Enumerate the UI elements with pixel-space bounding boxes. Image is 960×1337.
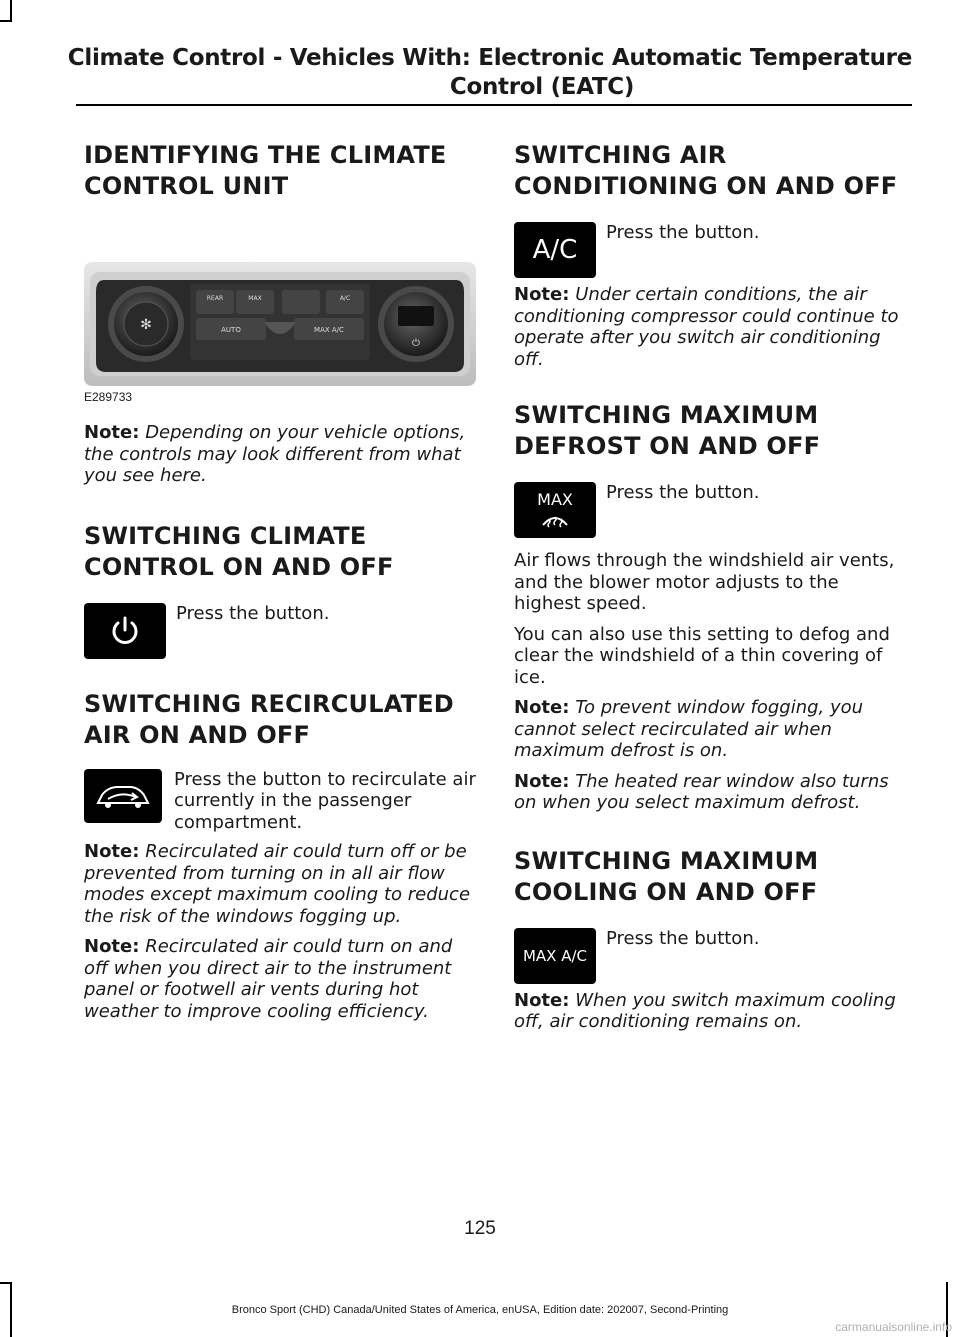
- figure-label-max: MAX: [248, 295, 262, 302]
- note-label: Note:: [514, 697, 570, 718]
- defrost-heading-line2: DEFROST ON AND OFF: [514, 432, 821, 460]
- power-row: [84, 603, 476, 659]
- edition-footer: Bronco Sport (CHD) Canada/United States of America, enUSA, Edition date: 202007, Second-Printing: [231, 1304, 729, 1316]
- figure-id: E289733: [84, 390, 133, 404]
- figure-label-ac: A/C: [339, 295, 351, 302]
- note-recirc-off: [84, 841, 476, 927]
- note-controls: [84, 422, 476, 487]
- ac-heading-line1: SWITCHING AIR: [514, 141, 727, 169]
- climate-heading-line1: SWITCHING CLIMATE: [84, 521, 367, 550]
- identify-heading-line2: CONTROL UNIT: [84, 172, 289, 200]
- ac-heading: [514, 140, 906, 202]
- defrost-heading: [514, 400, 906, 462]
- note-recirc-on: [84, 936, 476, 1022]
- crop-mark-top-left: [10, 0, 12, 22]
- figure-label-max-ac: MAX A/C: [314, 326, 344, 334]
- header-rule: [76, 104, 912, 106]
- cooling-heading-line1: SWITCHING MAXIMUM: [514, 846, 819, 875]
- note-text: To prevent window fogging, you cannot select recirculated air when maximum defrost is on.: [514, 697, 864, 761]
- ac-heading-line2: CONDITIONING ON AND OFF: [514, 172, 898, 200]
- note-label: Note:: [514, 989, 570, 1011]
- climate-control-figure: [84, 262, 476, 412]
- defrost-row: [514, 482, 906, 538]
- recirc-heading: [84, 689, 476, 751]
- note-ac: [514, 284, 906, 370]
- climate-heading: [84, 521, 476, 583]
- note-text: The heated rear window also turns on when you select maximum defrost.: [514, 770, 889, 813]
- note-text: Recirculated air could turn on and off when you direct air to the instrument panel or footwell air vents during hot weather to improve cooling efficiency.: [84, 936, 453, 1022]
- climate-control-panel-image: [84, 262, 476, 386]
- recirc-row: [84, 769, 476, 834]
- note-label: Note:: [84, 841, 140, 862]
- max-defrost-icon: [514, 482, 596, 538]
- note-text: Depending on your vehicle options, the controls may look different from what you see here.: [84, 422, 466, 486]
- crop-mark-bottom-left-h: [0, 1282, 12, 1284]
- note-label: Note:: [514, 770, 570, 792]
- defrost-instruction: Press the button.: [606, 482, 760, 503]
- note-label: Note:: [84, 422, 140, 443]
- note-text: Under certain conditions, the air conditioning compressor could continue to operate after you switch air conditioning off.: [514, 284, 899, 370]
- left-column: [84, 140, 476, 1022]
- defrost-paragraph-2: You can also use this setting to defog and clear the windshield of a thin covering of ice.: [514, 623, 890, 688]
- ac-icon: [514, 222, 596, 278]
- note-text: When you switch maximum cooling off, air conditioning remains on.: [514, 989, 896, 1032]
- figure-label-auto: AUTO: [221, 326, 241, 334]
- note-text: Recirculated air could turn off or be prevented from turning on in all air flow modes except maximum cooling to reduce the risk of the windows fogging up.: [84, 841, 471, 927]
- note-label: Note:: [514, 284, 570, 305]
- defrost-heading-line1: SWITCHING MAXIMUM: [514, 401, 819, 429]
- recirc-instruction: Press the button to recirculate air currently in the passenger compartment.: [174, 768, 476, 833]
- defrost-paragraph-1: Air flows through the windshield air vents, and the blower motor adjusts to the highest speed.: [514, 550, 895, 614]
- right-column: [514, 140, 906, 1033]
- max-ac-icon: [514, 928, 596, 984]
- recirc-heading-line1: SWITCHING RECIRCULATED: [84, 689, 454, 718]
- page-header-title: [52, 44, 912, 102]
- power-icon: [84, 603, 166, 659]
- identify-heading-line1: IDENTIFYING THE CLIMATE: [84, 141, 447, 169]
- note-defrost-recirc: [514, 697, 906, 762]
- power-instruction: Press the button.: [176, 602, 330, 624]
- cooling-heading-line2: COOLING ON AND OFF: [514, 877, 818, 906]
- ac-instruction: Press the button.: [606, 222, 760, 243]
- note-cooling: [514, 990, 906, 1033]
- climate-heading-line2: CONTROL ON AND OFF: [84, 552, 394, 581]
- ac-row: [514, 222, 906, 278]
- recirculate-icon: [84, 769, 162, 823]
- svg-text:⏻: ⏻: [412, 338, 420, 349]
- recirc-heading-line2: AIR ON AND OFF: [84, 720, 311, 749]
- windshield-defrost-icon: [540, 509, 570, 529]
- max-ac-icon-label: MAX A/C: [522, 946, 588, 965]
- figure-label-rear: REAR: [206, 295, 224, 302]
- header-title-line1: Climate Control - Vehicles With: Electronic Automatic Temperature: [67, 45, 912, 71]
- crop-mark-top-left-h: [0, 20, 12, 22]
- cooling-row: [514, 928, 906, 984]
- ac-icon-label: A/C: [532, 235, 578, 265]
- note-label: Note:: [84, 936, 140, 957]
- svg-text:✻: ✻: [140, 317, 152, 333]
- max-defrost-icon-label: MAX: [537, 490, 573, 509]
- cooling-heading: [514, 846, 906, 908]
- watermark: carmanualsonline.info: [835, 1320, 952, 1334]
- page-number: 125: [464, 1218, 496, 1239]
- cooling-instruction: Press the button.: [606, 927, 760, 949]
- note-defrost-rear: [514, 771, 906, 814]
- header-title-line2: Control (EATC): [449, 74, 635, 100]
- identify-heading: [84, 140, 476, 202]
